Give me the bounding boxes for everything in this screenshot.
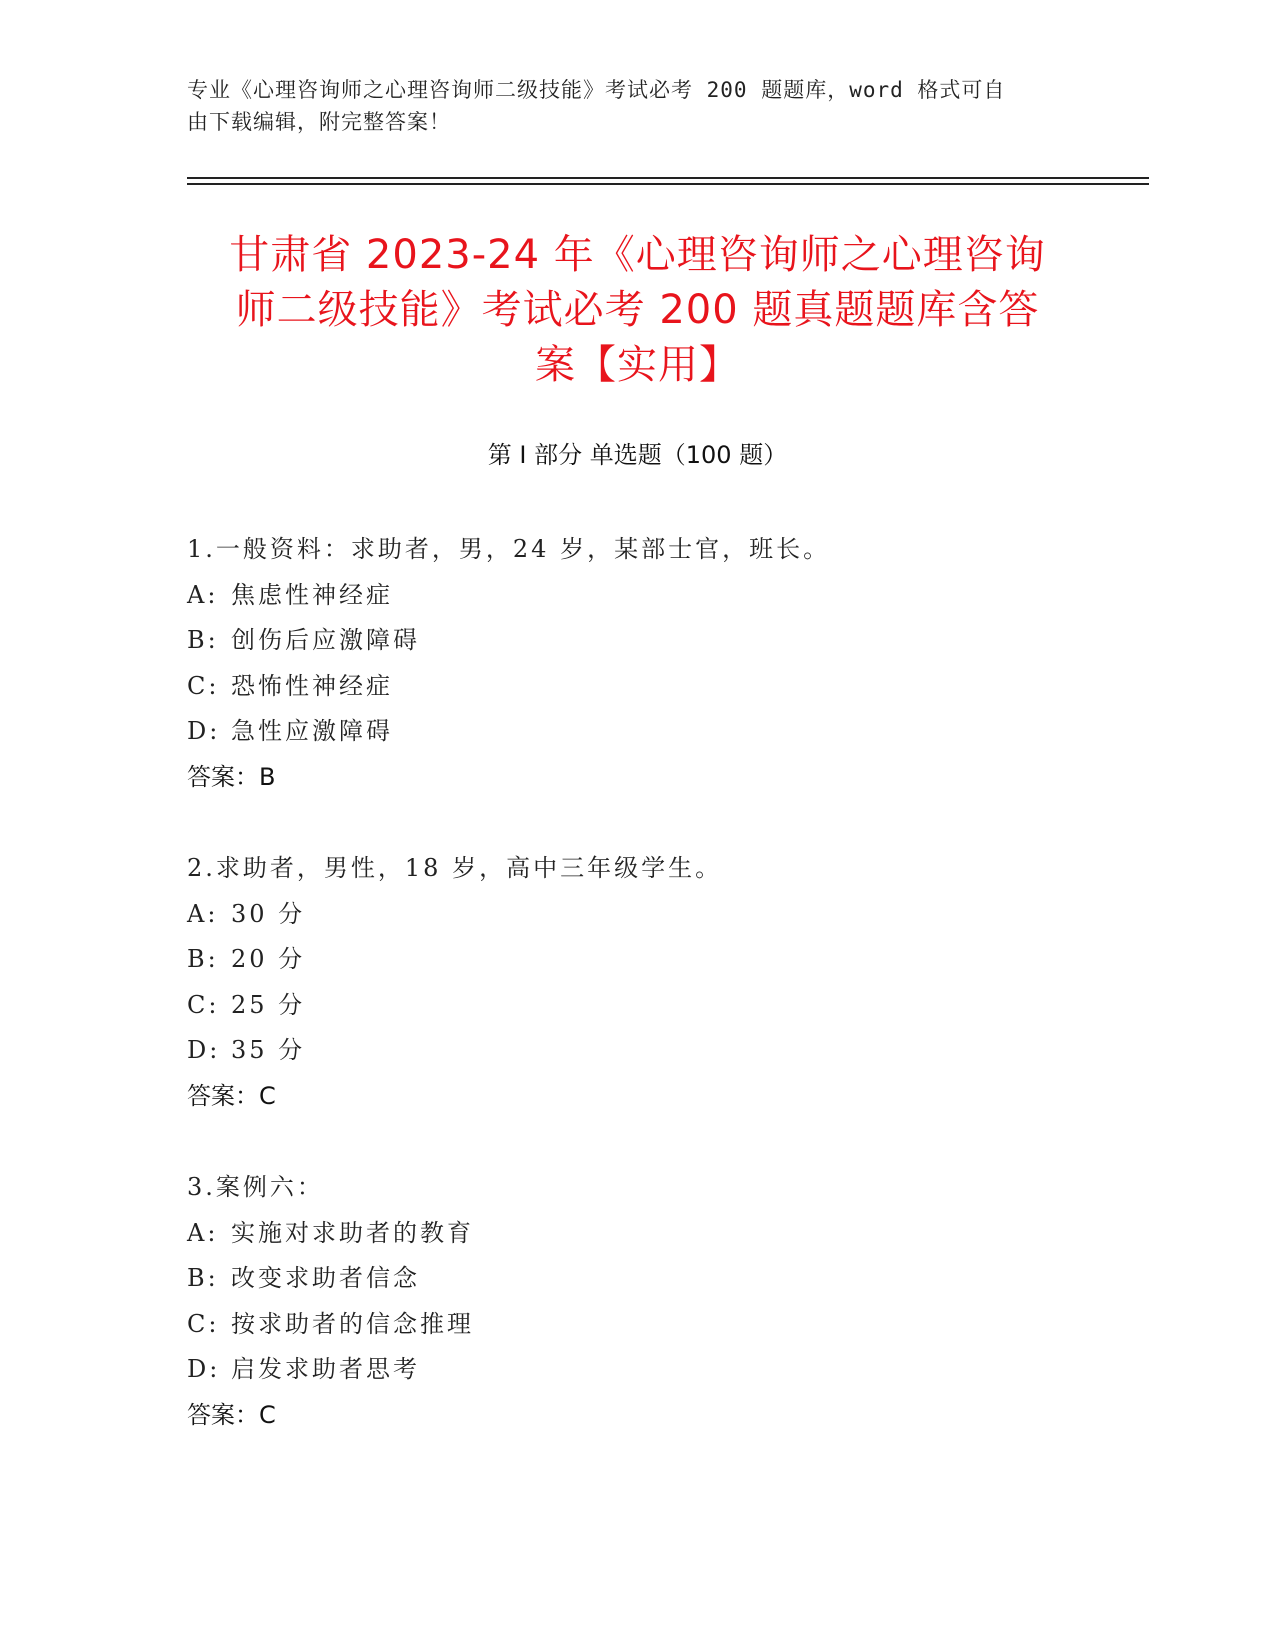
option-text: 焦虑性神经症 bbox=[231, 580, 393, 609]
option-text: 创伤后应激障碍 bbox=[231, 626, 420, 654]
header-divider-bottom bbox=[187, 183, 1149, 185]
option-text: 25 分 bbox=[231, 990, 306, 1019]
question-stem: 3.案例六： bbox=[187, 1173, 324, 1201]
answer-line: 答案：B bbox=[187, 762, 276, 791]
question-stem: 1.一般资料：求助者，男，24 岁，某部士官，班长。 bbox=[187, 535, 831, 563]
section-heading: 第 I 部分 单选题（100 题） bbox=[487, 441, 788, 469]
document-title bbox=[195, 228, 1080, 393]
option-key: D: bbox=[187, 1355, 221, 1383]
option-key: D: bbox=[187, 1036, 221, 1064]
question-item bbox=[187, 846, 1087, 1119]
title-line-3: 案【实用】 bbox=[535, 342, 740, 388]
option-b bbox=[187, 937, 1087, 983]
option-key: A: bbox=[187, 1218, 219, 1247]
option-key: C: bbox=[187, 1309, 220, 1338]
option-key: B: bbox=[187, 626, 219, 654]
option-d bbox=[187, 709, 1087, 755]
option-c bbox=[187, 983, 1087, 1029]
option-text: 实施对求助者的教育 bbox=[231, 1218, 474, 1247]
option-a bbox=[187, 573, 1087, 619]
option-key: C: bbox=[187, 671, 220, 700]
option-text: 改变求助者信念 bbox=[231, 1264, 420, 1292]
question-item bbox=[187, 1165, 1087, 1438]
question-list bbox=[187, 527, 1087, 1484]
option-b bbox=[187, 618, 1087, 664]
option-key: B: bbox=[187, 1264, 219, 1292]
option-a bbox=[187, 892, 1087, 938]
option-text: 30 分 bbox=[231, 899, 306, 928]
question-stem: 2.求助者，男性，18 岁，高中三年级学生。 bbox=[187, 854, 723, 882]
option-text: 20 分 bbox=[231, 945, 306, 973]
option-d bbox=[187, 1347, 1087, 1393]
option-c bbox=[187, 1302, 1087, 1348]
title-line-1: 甘肃省 2023-24 年《心理咨询师之心理咨询 bbox=[229, 232, 1046, 278]
option-text: 恐怖性神经症 bbox=[231, 671, 393, 700]
title-line-2: 师二级技能》考试必考 200 题真题题库含答 bbox=[235, 287, 1040, 333]
option-text: 启发求助者思考 bbox=[231, 1355, 420, 1383]
option-key: C: bbox=[187, 990, 220, 1019]
option-key: A: bbox=[187, 899, 219, 928]
question-item bbox=[187, 527, 1087, 800]
option-key: D: bbox=[187, 717, 221, 745]
option-key: B: bbox=[187, 945, 219, 973]
answer-line: 答案：C bbox=[187, 1081, 276, 1110]
option-c bbox=[187, 664, 1087, 710]
header-note-line-1: 专业《心理咨询师之心理咨询师二级技能》考试必考 200 题题库，word 格式可自 bbox=[187, 78, 1006, 102]
option-key: A: bbox=[187, 580, 219, 609]
answer-line: 答案：C bbox=[187, 1400, 276, 1429]
option-d bbox=[187, 1028, 1087, 1074]
header-divider-top bbox=[187, 177, 1149, 179]
option-text: 按求助者的信念推理 bbox=[231, 1309, 474, 1338]
option-text: 急性应激障碍 bbox=[231, 717, 393, 745]
document-header-note bbox=[187, 74, 1067, 138]
option-text: 35 分 bbox=[231, 1036, 306, 1064]
option-a bbox=[187, 1211, 1087, 1257]
option-b bbox=[187, 1256, 1087, 1302]
header-note-line-2: 由下载编辑，附完整答案！ bbox=[187, 110, 451, 134]
